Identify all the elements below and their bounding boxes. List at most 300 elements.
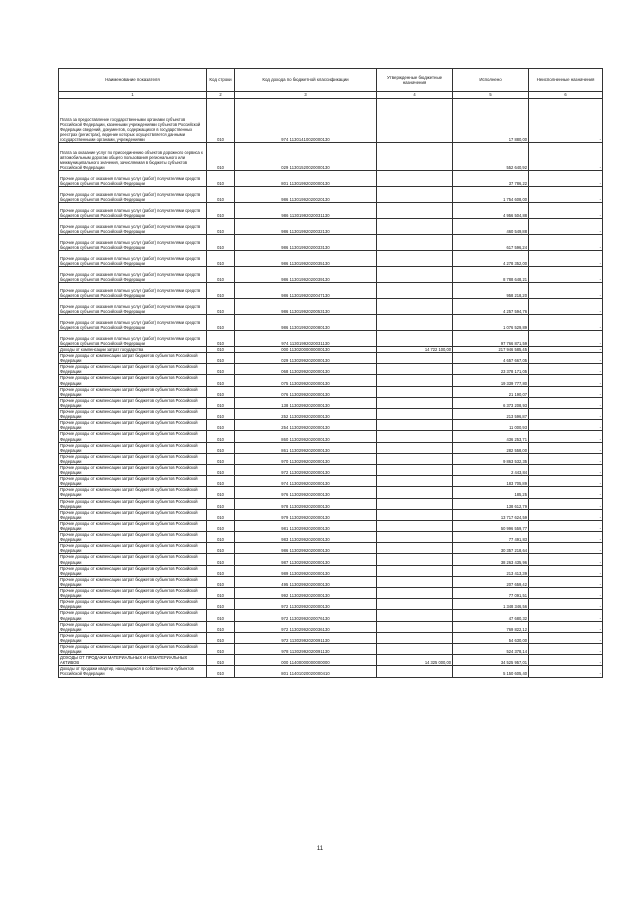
row-executed: 38 263 435,96 [453, 554, 529, 565]
row-executed: 19 339 777,80 [453, 375, 529, 386]
row-name: Прочие доходы от компенсации затрат бюджетов субъектов Российской Федерации [59, 520, 207, 531]
row-bk-code: 801 11401020020000410 [235, 666, 377, 677]
row-executed: 524 378,14 [453, 643, 529, 654]
row-name: Прочие доходы от компенсации затрат бюджетов субъектов Российской Федерации [59, 453, 207, 464]
row-bk-code: 972 11302992020076130 [235, 610, 377, 621]
row-unexecuted: - [529, 219, 603, 235]
row-approved: 14 325 000,00 [377, 655, 453, 666]
row-bk-code: 972 11302992020091130 [235, 632, 377, 643]
row-name: Прочие доходы от компенсации затрат бюджетов субъектов Российской Федерации [59, 487, 207, 498]
row-executed: 5 150 605,40 [453, 666, 529, 677]
header-name: Наименование показателя [59, 69, 207, 92]
row-bk-code: 986 11301992020020130 [235, 187, 377, 203]
table-row [59, 143, 603, 171]
row-executed: 436 253,71 [453, 431, 529, 442]
row-executed: 34 525 957,01 [453, 655, 529, 666]
table-row [59, 99, 603, 143]
row-executed: 77 091,51 [453, 588, 529, 599]
row-unexecuted: - [529, 453, 603, 464]
row-approved [377, 666, 453, 677]
row-code: 010 [207, 364, 235, 375]
row-unexecuted: - [529, 487, 603, 498]
row-executed: 282 558,00 [453, 442, 529, 453]
row-unexecuted: - [529, 520, 603, 531]
row-executed: 23 378 171,05 [453, 364, 529, 375]
row-bk-code: 029 11302992020000130 [235, 353, 377, 364]
row-name: Плата за оказание услуг по присоединению объектов дорожного сервиса к автомобильным дорогам общего пользования регионального или межмуниципального значения, зачисляемая в бюджеты субъектов Российской Федерации [59, 143, 207, 171]
row-executed: 6 373 208,93 [453, 397, 529, 408]
row-code: 010 [207, 299, 235, 315]
row-bk-code: 986 11301992020032130 [235, 219, 377, 235]
row-unexecuted: - [529, 375, 603, 386]
row-executed: 213 596,87 [453, 409, 529, 420]
table-row [59, 476, 603, 487]
row-executed: 30 357 218,64 [453, 543, 529, 554]
row-code: 010 [207, 520, 235, 531]
row-code: 010 [207, 453, 235, 464]
row-bk-code: 983 11302992020000130 [235, 532, 377, 543]
row-executed: 54 630,00 [453, 632, 529, 643]
table-row [59, 554, 603, 565]
row-bk-code: 979 11302992020000130 [235, 509, 377, 520]
row-bk-code: 986 11301992020047130 [235, 283, 377, 299]
row-bk-code: 976 11302992020000130 [235, 487, 377, 498]
row-approved [377, 487, 453, 498]
table-row [59, 655, 603, 666]
row-name: Прочие доходы от оказания платных услуг (работ) получателями средств бюджетов субъектов Российской Федерации [59, 203, 207, 219]
row-approved [377, 588, 453, 599]
header-unexecuted: Неисполненные назначения [529, 69, 603, 92]
row-unexecuted: - [529, 299, 603, 315]
row-unexecuted: - [529, 588, 603, 599]
row-executed: 552 640,92 [453, 143, 529, 171]
row-bk-code: 974 11301410020000130 [235, 99, 377, 143]
row-unexecuted: - [529, 171, 603, 187]
row-executed: 4 257 594,76 [453, 299, 529, 315]
row-name: Прочие доходы от компенсации затрат бюджетов субъектов Российской Федерации [59, 509, 207, 520]
row-approved [377, 543, 453, 554]
row-executed: 958 218,20 [453, 283, 529, 299]
row-approved [377, 353, 453, 364]
row-code: 010 [207, 431, 235, 442]
row-bk-code: 000 11400000000000000 [235, 655, 377, 666]
row-approved [377, 203, 453, 219]
row-name: Прочие доходы от компенсации затрат бюджетов субъектов Российской Федерации [59, 643, 207, 654]
row-approved [377, 375, 453, 386]
row-name: Прочие доходы от компенсации затрат бюджетов субъектов Российской Федерации [59, 364, 207, 375]
row-name: Прочие доходы от компенсации затрат бюджетов субъектов Российской Федерации [59, 610, 207, 621]
row-name: Прочие доходы от компенсации затрат бюджетов субъектов Российской Федерации [59, 532, 207, 543]
colnum: 5 [453, 92, 529, 99]
row-unexecuted: - [529, 632, 603, 643]
row-bk-code: 000 11302000000000130 [235, 347, 377, 353]
row-bk-code: 986 11301992020033130 [235, 235, 377, 251]
row-unexecuted: - [529, 283, 603, 299]
table-row [59, 610, 603, 621]
row-executed: 460 549,88 [453, 219, 529, 235]
row-name: Прочие доходы от компенсации затрат бюджетов субъектов Российской Федерации [59, 409, 207, 420]
row-bk-code: 068 11302992020000130 [235, 364, 377, 375]
row-executed: 1 754 608,00 [453, 187, 529, 203]
row-bk-code: 974 11301992020031130 [235, 331, 377, 347]
table-row [59, 251, 603, 267]
table-row [59, 315, 603, 331]
row-bk-code: 981 11302992020000130 [235, 520, 377, 531]
row-name: Прочие доходы от компенсации затрат бюджетов субъектов Российской Федерации [59, 420, 207, 431]
row-code: 010 [207, 643, 235, 654]
row-name: Прочие доходы от оказания платных услуг (работ) получателями средств бюджетов субъектов Российской Федерации [59, 331, 207, 347]
row-code: 010 [207, 621, 235, 632]
row-executed: 213 413,39 [453, 565, 529, 576]
row-bk-code: 986 11302992020000130 [235, 543, 377, 554]
row-code: 010 [207, 442, 235, 453]
row-approved [377, 599, 453, 610]
row-unexecuted: - [529, 509, 603, 520]
row-approved [377, 532, 453, 543]
table-row [59, 386, 603, 397]
row-bk-code: 972 11302992020036130 [235, 621, 377, 632]
row-unexecuted: - [529, 532, 603, 543]
row-code: 010 [207, 565, 235, 576]
row-approved [377, 267, 453, 283]
row-approved [377, 576, 453, 587]
row-name: Прочие доходы от оказания платных услуг (работ) получателями средств бюджетов субъектов Российской Федерации [59, 219, 207, 235]
row-name: Прочие доходы от оказания платных услуг (работ) получателями средств бюджетов субъектов Российской Федерации [59, 299, 207, 315]
row-name: Прочие доходы от компенсации затрат бюджетов субъектов Российской Федерации [59, 554, 207, 565]
row-name: Прочие доходы от компенсации затрат бюджетов субъектов Российской Федерации [59, 632, 207, 643]
table-row [59, 235, 603, 251]
column-number-row [59, 92, 603, 99]
table-row [59, 565, 603, 576]
row-code: 010 [207, 576, 235, 587]
row-code: 010 [207, 420, 235, 431]
header-code: Код строки [207, 69, 235, 92]
row-unexecuted: - [529, 99, 603, 143]
colnum: 4 [377, 92, 453, 99]
row-bk-code: 986 11301992020035130 [235, 251, 377, 267]
header-bk: Код дохода по бюджетной классификации [235, 69, 377, 92]
row-bk-code: 075 11302992020000130 [235, 375, 377, 386]
row-unexecuted: - [529, 643, 603, 654]
row-approved [377, 171, 453, 187]
row-code: 010 [207, 219, 235, 235]
row-name: Прочие доходы от компенсации затрат бюджетов субъектов Российской Федерации [59, 442, 207, 453]
row-name: ДОХОДЫ ОТ ПРОДАЖИ МАТЕРИАЛЬНЫХ И НЕМАТЕРИАЛЬНЫХ АКТИВОВ [59, 655, 207, 666]
row-bk-code: 254 11302992020000130 [235, 420, 377, 431]
row-code: 010 [207, 203, 235, 219]
table-row [59, 453, 603, 464]
row-name: Прочие доходы от оказания платных услуг (работ) получателями средств бюджетов субъектов Российской Федерации [59, 251, 207, 267]
row-approved [377, 315, 453, 331]
row-name: Доходы от компенсации затрат государства [59, 347, 207, 353]
row-unexecuted: - [529, 599, 603, 610]
row-code: 010 [207, 509, 235, 520]
table-row [59, 171, 603, 187]
row-unexecuted: - [529, 442, 603, 453]
row-executed: 2 443,84 [453, 464, 529, 475]
row-executed: 1 076 529,89 [453, 315, 529, 331]
row-executed: 8 788 648,21 [453, 267, 529, 283]
row-approved [377, 565, 453, 576]
row-executed: 4 956 504,88 [453, 203, 529, 219]
row-code: 010 [207, 235, 235, 251]
table-row [59, 267, 603, 283]
row-name: Прочие доходы от компенсации затрат бюджетов субъектов Российской Федерации [59, 576, 207, 587]
row-approved [377, 498, 453, 509]
row-unexecuted: - [529, 315, 603, 331]
row-unexecuted: - [529, 397, 603, 408]
row-bk-code: 029 11301520020000130 [235, 143, 377, 171]
table-row [59, 588, 603, 599]
table-header-row [59, 69, 603, 92]
row-bk-code: 970 11302992020000130 [235, 453, 377, 464]
row-bk-code: 987 11302992020000130 [235, 554, 377, 565]
header-executed: Исполнено [453, 69, 529, 92]
row-approved [377, 464, 453, 475]
table-row [59, 643, 603, 654]
row-approved [377, 364, 453, 375]
row-approved [377, 442, 453, 453]
row-approved [377, 235, 453, 251]
row-unexecuted: - [529, 187, 603, 203]
row-approved [377, 251, 453, 267]
row-approved [377, 143, 453, 171]
row-name: Прочие доходы от оказания платных услуг (работ) получателями средств бюджетов субъектов Российской Федерации [59, 171, 207, 187]
row-bk-code: 978 11302992020091130 [235, 643, 377, 654]
table-row [59, 509, 603, 520]
table-row [59, 487, 603, 498]
row-executed: 4 657 667,05 [453, 353, 529, 364]
row-bk-code: 986 11301992020039130 [235, 267, 377, 283]
table-body [59, 99, 603, 678]
table-row [59, 353, 603, 364]
row-approved [377, 299, 453, 315]
table-row [59, 299, 603, 315]
row-bk-code: 986 11301992020053130 [235, 299, 377, 315]
row-name: Прочие доходы от компенсации затрат бюджетов субъектов Российской Федерации [59, 386, 207, 397]
row-executed: 217 946 585,45 [453, 347, 529, 353]
row-unexecuted: - [529, 409, 603, 420]
row-unexecuted: - [529, 666, 603, 677]
row-name: Прочие доходы от компенсации затрат бюджетов субъектов Российской Федерации [59, 498, 207, 509]
row-code: 010 [207, 187, 235, 203]
row-bk-code: 974 11302992020000130 [235, 476, 377, 487]
table-row [59, 543, 603, 554]
row-code: 010 [207, 498, 235, 509]
row-bk-code: 989 11302992020000130 [235, 565, 377, 576]
row-code: 010 [207, 464, 235, 475]
row-code: 010 [207, 315, 235, 331]
row-approved [377, 409, 453, 420]
row-code: 010 [207, 283, 235, 299]
row-approved [377, 610, 453, 621]
row-code: 010 [207, 353, 235, 364]
table-row [59, 442, 603, 453]
row-executed: 769 822,12 [453, 621, 529, 632]
row-code: 010 [207, 632, 235, 643]
row-approved [377, 397, 453, 408]
row-approved [377, 219, 453, 235]
row-bk-code: 495 11302992020000130 [235, 576, 377, 587]
row-unexecuted: - [529, 621, 603, 632]
row-code: 010 [207, 99, 235, 143]
row-code: 010 [207, 171, 235, 187]
row-code: 010 [207, 409, 235, 420]
row-approved [377, 643, 453, 654]
row-executed: 50 996 559,77 [453, 520, 529, 531]
row-bk-code: 972 11302992020000130 [235, 464, 377, 475]
colnum: 1 [59, 92, 207, 99]
row-unexecuted: - [529, 543, 603, 554]
table-row [59, 498, 603, 509]
row-code: 010 [207, 532, 235, 543]
row-code: 010 [207, 543, 235, 554]
row-unexecuted: - [529, 610, 603, 621]
row-name: Прочие доходы от компенсации затрат бюджетов субъектов Российской Федерации [59, 588, 207, 599]
row-executed: 37 786,22 [453, 171, 529, 187]
row-unexecuted: - [529, 565, 603, 576]
row-executed: 1 348 346,56 [453, 599, 529, 610]
row-bk-code: 972 11302992020000130 [235, 599, 377, 610]
row-approved [377, 431, 453, 442]
row-name: Прочие доходы от оказания платных услуг (работ) получателями средств бюджетов субъектов Российской Федерации [59, 267, 207, 283]
row-code: 010 [207, 375, 235, 386]
row-name: Плата за предоставление государственными органами субъектов Российской Федерации, казенными учреждениями субъектов Российской Федерации сведений, документов, содержащихся в государственных реестрах (регистрах), ведение которых осуществляется данными государственными органами, учреждениями [59, 99, 207, 143]
table-row [59, 187, 603, 203]
row-code: 010 [207, 476, 235, 487]
row-approved [377, 621, 453, 632]
row-code: 010 [207, 143, 235, 171]
table-row [59, 520, 603, 531]
row-code: 010 [207, 554, 235, 565]
row-unexecuted: - [529, 386, 603, 397]
row-code: 010 [207, 588, 235, 599]
row-unexecuted: - [529, 464, 603, 475]
row-code: 010 [207, 251, 235, 267]
table-row [59, 621, 603, 632]
row-executed: 9 863 532,35 [453, 453, 529, 464]
row-unexecuted: - [529, 251, 603, 267]
row-unexecuted: - [529, 353, 603, 364]
row-name: Прочие доходы от оказания платных услуг (работ) получателями средств бюджетов субъектов Российской Федерации [59, 235, 207, 251]
table-row [59, 666, 603, 677]
table-row [59, 532, 603, 543]
row-name: Прочие доходы от компенсации затрат бюджетов субъектов Российской Федерации [59, 543, 207, 554]
colnum: 2 [207, 92, 235, 99]
row-bk-code: 252 11302992020000130 [235, 409, 377, 420]
row-name: Прочие доходы от оказания платных услуг (работ) получателями средств бюджетов субъектов Российской Федерации [59, 283, 207, 299]
row-unexecuted: - [529, 431, 603, 442]
row-approved [377, 420, 453, 431]
row-code: 010 [207, 267, 235, 283]
row-name: Прочие доходы от компенсации затрат бюджетов субъектов Российской Федерации [59, 476, 207, 487]
header-approved: Утвержденные бюджетные назначения [377, 69, 453, 92]
row-name: Прочие доходы от компенсации затрат бюджетов субъектов Российской Федерации [59, 464, 207, 475]
row-executed: 13 717 624,59 [453, 509, 529, 520]
row-code: 010 [207, 610, 235, 621]
row-approved [377, 187, 453, 203]
table-row [59, 203, 603, 219]
row-executed: 47 680,32 [453, 610, 529, 621]
row-code: 010 [207, 331, 235, 347]
table-row [59, 397, 603, 408]
row-name: Прочие доходы от компенсации затрат бюджетов субъектов Российской Федерации [59, 565, 207, 576]
row-executed: 183 705,89 [453, 476, 529, 487]
table-row [59, 219, 603, 235]
row-bk-code: 992 11302992020000130 [235, 588, 377, 599]
table-row [59, 420, 603, 431]
row-unexecuted: - [529, 554, 603, 565]
table-row [59, 375, 603, 386]
row-executed: 11 000,93 [453, 420, 529, 431]
page-number: 11 [316, 846, 324, 852]
row-bk-code: 138 11302992020000130 [235, 397, 377, 408]
row-approved [377, 453, 453, 464]
row-unexecuted: - [529, 476, 603, 487]
row-name: Прочие доходы от оказания платных услуг (работ) получателями средств бюджетов субъектов Российской Федерации [59, 315, 207, 331]
row-unexecuted: - [529, 576, 603, 587]
row-bk-code: 986 11301992020031130 [235, 203, 377, 219]
row-bk-code: 801 11301992020000130 [235, 171, 377, 187]
row-bk-code: 861 11302992020000130 [235, 442, 377, 453]
table-row [59, 431, 603, 442]
table-row [59, 364, 603, 375]
table-row [59, 632, 603, 643]
row-unexecuted: - [529, 143, 603, 171]
row-code: 010 [207, 666, 235, 677]
revenue-report-table [58, 68, 603, 678]
row-unexecuted: - [529, 267, 603, 283]
row-approved [377, 554, 453, 565]
row-approved [377, 520, 453, 531]
row-executed: 617 596,24 [453, 235, 529, 251]
row-unexecuted: - [529, 203, 603, 219]
row-executed: 21 190,07 [453, 386, 529, 397]
row-bk-code: 860 11302992020000130 [235, 431, 377, 442]
colnum: 6 [529, 92, 603, 99]
row-unexecuted: - [529, 331, 603, 347]
row-name: Прочие доходы от оказания платных услуг (работ) получателями средств бюджетов субъектов Российской Федерации [59, 187, 207, 203]
row-name: Доходы от продажи квартир, находящихся в собственности субъектов Российской Федерации [59, 666, 207, 677]
row-name: Прочие доходы от компенсации затрат бюджетов субъектов Российской Федерации [59, 621, 207, 632]
row-executed: 138 612,79 [453, 498, 529, 509]
row-approved [377, 632, 453, 643]
row-executed: 4 278 352,00 [453, 251, 529, 267]
row-code: 010 [207, 599, 235, 610]
row-executed: 77 491,83 [453, 532, 529, 543]
row-approved [377, 476, 453, 487]
table-row [59, 409, 603, 420]
row-approved [377, 283, 453, 299]
row-approved [377, 509, 453, 520]
row-name: Прочие доходы от компенсации затрат бюджетов субъектов Российской Федерации [59, 397, 207, 408]
row-code: 010 [207, 655, 235, 666]
row-unexecuted: - [529, 364, 603, 375]
row-executed: 17 880,00 [453, 99, 529, 143]
row-executed: 207 659,42 [453, 576, 529, 587]
table-row [59, 599, 603, 610]
row-bk-code: 978 11302992020000130 [235, 498, 377, 509]
row-unexecuted: - [529, 235, 603, 251]
table-row [59, 283, 603, 299]
row-unexecuted: - [529, 498, 603, 509]
row-executed: 97 766 871,59 [453, 331, 529, 347]
row-approved [377, 99, 453, 143]
row-approved [377, 386, 453, 397]
row-code: 010 [207, 386, 235, 397]
row-name: Прочие доходы от компенсации затрат бюджетов субъектов Российской Федерации [59, 431, 207, 442]
row-executed: 185,25 [453, 487, 529, 498]
